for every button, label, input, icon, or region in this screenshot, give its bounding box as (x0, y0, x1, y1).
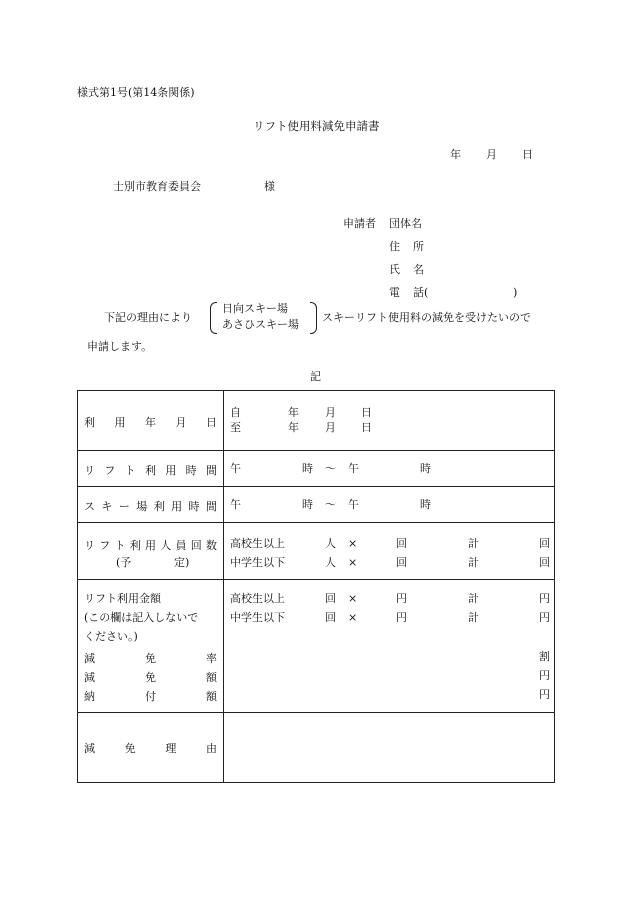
unit-rate: 割 (539, 650, 550, 663)
unit-total-times: 回 (539, 556, 550, 569)
applicant-role-label: 申請者 (343, 217, 376, 230)
date-year-label: 年 (450, 148, 461, 161)
unit-yen: 円 (396, 611, 407, 624)
left-brace (210, 302, 217, 334)
total-label: 計 (468, 537, 479, 550)
label-char: ト (124, 464, 136, 477)
label-ski-time (84, 498, 217, 514)
label-char: 数 (206, 539, 217, 552)
right-brace (310, 302, 317, 334)
table-row-user-count (78, 523, 555, 580)
form-title: リフト使用料減免申請書 (253, 119, 380, 133)
label-char: 用 (145, 539, 156, 552)
label-char: 利 (144, 464, 156, 477)
to-year: 年 (288, 421, 299, 434)
label-char: 年 (145, 416, 156, 429)
table-row-date (78, 391, 555, 451)
reason-text: 下記の理由により (104, 311, 192, 324)
label-char: 用 (165, 464, 177, 477)
unit-total-yen: 円 (539, 611, 550, 624)
label-reduction-reason (84, 740, 217, 756)
label-cell-lift-time (78, 451, 224, 487)
group-high-school: 高校生以上 (230, 537, 285, 550)
unit-reduction-yen: 円 (539, 669, 550, 682)
label-usage-date (84, 414, 217, 430)
ski-area-asahi: あさひスキー場 (222, 318, 299, 331)
application-table (77, 390, 555, 783)
label-char: 免 (124, 742, 136, 755)
label-char: 由 (205, 742, 217, 755)
address-label-2: 所 (413, 240, 424, 253)
label-lift-time (84, 462, 217, 478)
from-year: 年 (288, 406, 299, 419)
org-name-label: 団体名 (389, 217, 422, 230)
end-ampm: 午 (348, 498, 359, 511)
label-char: 利 (84, 416, 95, 429)
value-cell-date[interactable] (224, 391, 555, 451)
label-reduction-rate (84, 650, 217, 666)
end-hour: 時 (420, 498, 431, 511)
label-char: 間 (205, 500, 217, 513)
start-hour: 時 (302, 498, 313, 511)
label-char: 減 (84, 652, 95, 665)
label-char: 減 (84, 671, 95, 684)
label-fee-amount: リフト利用金額 (84, 592, 161, 605)
name-label-2: 名 (413, 263, 424, 276)
label-cell-user-count (78, 523, 224, 580)
group-junior-high: 中学生以下 (230, 611, 285, 624)
label-payment-amount (84, 688, 217, 704)
from-month: 月 (325, 406, 336, 419)
label-char: 減 (84, 742, 95, 755)
date-month-label: 月 (486, 148, 497, 161)
group-junior-high: 中学生以下 (230, 556, 285, 569)
range-tilde: 〜 (325, 498, 336, 511)
group-high-school: 高校生以上 (230, 592, 285, 605)
label-user-count (84, 537, 217, 553)
unit-payment-yen: 円 (539, 688, 550, 701)
ki-heading: 記 (310, 370, 321, 383)
ski-area-hinata: 日向スキー場 (222, 302, 288, 315)
value-cell-reason[interactable] (224, 713, 555, 783)
label-char: リ (84, 464, 95, 477)
label-char: 納 (84, 690, 95, 703)
total-label: 計 (468, 556, 479, 569)
total-label: 計 (468, 592, 479, 605)
label-char: 人 (160, 539, 172, 552)
label-char: 場 (136, 500, 148, 513)
label-planned-open: (予 (116, 556, 132, 569)
address-label-1: 住 (389, 240, 400, 253)
value-cell-ski-time[interactable] (224, 487, 555, 523)
unit-total-times: 回 (539, 537, 550, 550)
phone-label-1: 電 (389, 286, 400, 299)
label-planned-close: 定) (174, 556, 190, 569)
label-char: フ (104, 464, 116, 477)
unit-times: 回 (396, 556, 407, 569)
times-sign: × (348, 592, 358, 605)
unit-times: 回 (396, 537, 407, 550)
to-label: 至 (230, 421, 241, 434)
request-text-line2: 申請します。 (87, 340, 153, 353)
label-char: 月 (175, 416, 187, 429)
label-char: 免 (145, 671, 156, 684)
phone-close: ) (513, 286, 518, 299)
start-ampm: 午 (230, 462, 241, 475)
times-sign: × (348, 537, 358, 550)
label-char: 員 (175, 539, 187, 552)
label-char: 時 (185, 464, 197, 477)
table-row-reason (78, 713, 555, 783)
label-char: 回 (190, 539, 202, 552)
label-char: 免 (145, 652, 156, 665)
value-cell-fee[interactable] (224, 580, 555, 713)
unit-yen: 円 (396, 592, 407, 605)
label-char: 日 (206, 416, 217, 429)
end-ampm: 午 (348, 462, 359, 475)
label-fee-note-2: ください。) (84, 630, 138, 643)
to-day: 日 (361, 421, 372, 434)
label-char: ー (118, 500, 130, 513)
label-char: 用 (114, 416, 126, 429)
label-char: 額 (206, 671, 217, 684)
label-char: 額 (206, 690, 217, 703)
times-sign: × (348, 556, 358, 569)
name-label-1: 氏 (389, 263, 400, 276)
label-char: 時 (188, 500, 200, 513)
end-hour: 時 (420, 462, 431, 475)
from-label: 自 (230, 406, 241, 419)
total-label: 計 (468, 611, 479, 624)
unit-total-yen: 円 (539, 592, 550, 605)
label-char: 率 (206, 652, 217, 665)
label-char: 利 (129, 539, 141, 552)
form-number: 様式第1号(第14条関係) (77, 86, 195, 99)
request-text: スキーリフト使用料の減免を受けたいので (322, 311, 531, 324)
label-cell-ski-time (78, 487, 224, 523)
range-tilde: 〜 (325, 462, 336, 475)
label-char: キ (101, 500, 113, 513)
label-char: 付 (145, 690, 156, 703)
unit-times: 回 (325, 592, 336, 605)
label-char: 理 (165, 742, 177, 755)
label-char: リ (84, 539, 95, 552)
value-cell-user-count[interactable] (224, 523, 555, 580)
recipient-suffix: 様 (264, 180, 275, 193)
phone-label-2: 話( (413, 286, 429, 299)
label-char: ス (84, 500, 95, 513)
label-char: 間 (205, 464, 217, 477)
table-row-fee (78, 580, 555, 713)
label-char: フ (99, 539, 111, 552)
table-row-ski-time (78, 487, 555, 523)
to-month: 月 (325, 421, 336, 434)
label-cell-reason (78, 713, 224, 783)
from-day: 日 (361, 406, 372, 419)
unit-times: 回 (325, 611, 336, 624)
value-cell-lift-time[interactable] (224, 451, 555, 487)
recipient: 士別市教育委員会 (113, 180, 201, 193)
label-char: ト (114, 539, 126, 552)
unit-people: 人 (325, 556, 336, 569)
date-day-label: 日 (522, 148, 533, 161)
start-hour: 時 (302, 462, 313, 475)
label-cell-date (78, 391, 224, 451)
label-cell-fee (78, 580, 224, 713)
label-reduction-amount (84, 669, 217, 685)
start-ampm: 午 (230, 498, 241, 511)
label-char: 用 (171, 500, 183, 513)
label-char: 利 (153, 500, 165, 513)
table-row-lift-time (78, 451, 555, 487)
label-fee-note: (この欄は記入しないで (84, 611, 199, 624)
times-sign: × (348, 611, 358, 624)
unit-people: 人 (325, 537, 336, 550)
